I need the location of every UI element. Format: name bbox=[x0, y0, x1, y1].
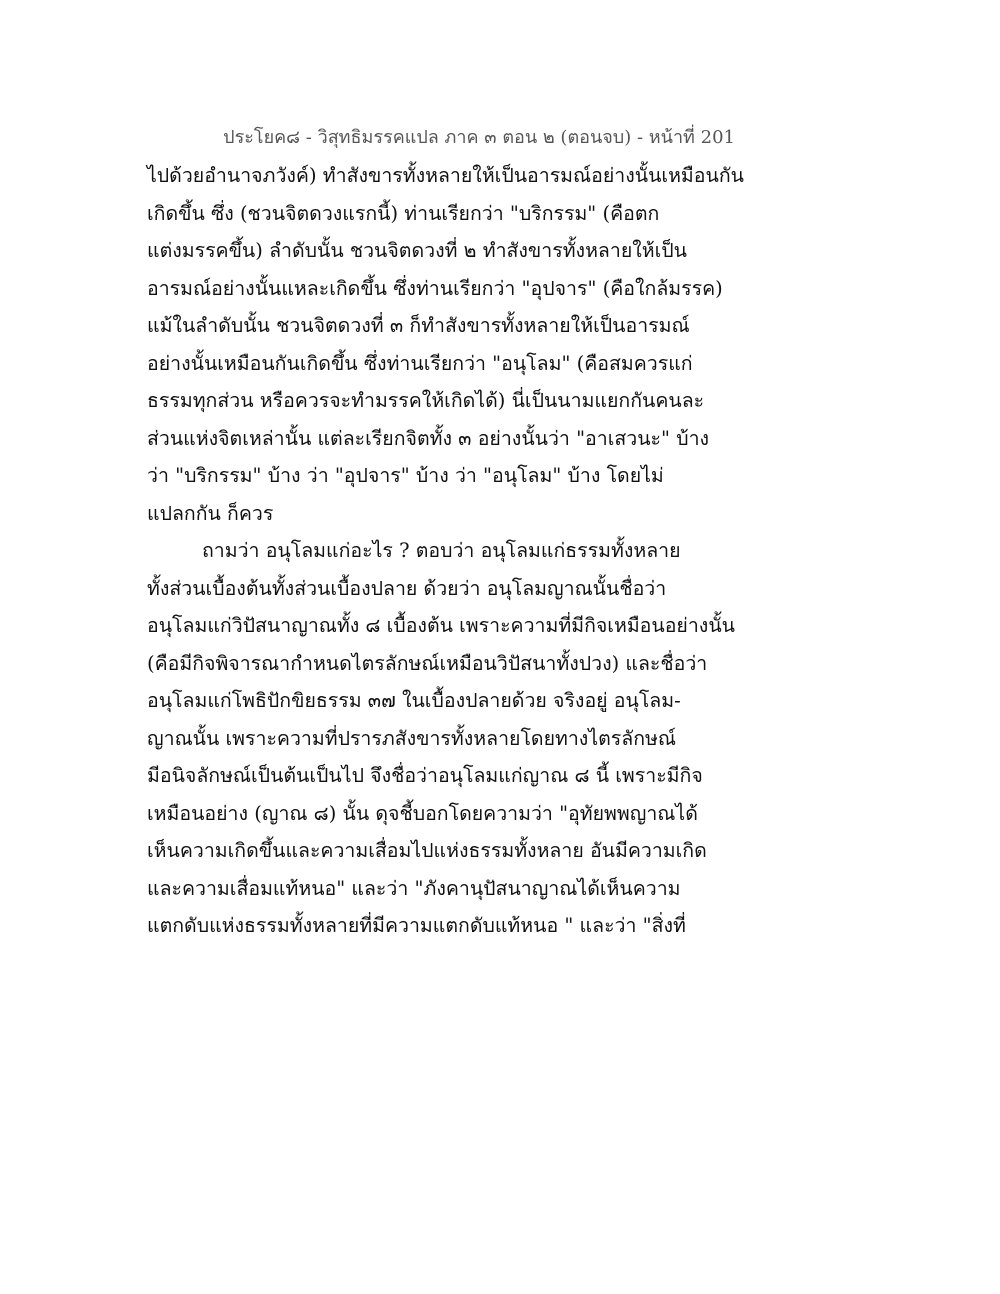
text-line: แต่งมรรคขึ้น) ลำดับนั้น ชวนจิตดวงที่ ๒ ทำสังขารทั้งหลายให้เป็น bbox=[147, 239, 687, 262]
text-line: อย่างนั้นเหมือนกันเกิดขึ้น ซึ่งท่านเรียกว่า "อนุโลม" (คือสมควรแก่ bbox=[147, 351, 693, 375]
body-text bbox=[147, 157, 744, 945]
text-line: แตกดับแห่งธรรมทั้งหลายที่มีความแตกดับแท้หนอ " และว่า "สิ่งที่ bbox=[147, 914, 686, 937]
text-line: เหมือนอย่าง (ญาณ ๘) นั้น ดุจชี้บอกโดยความว่า "อุทัยพพญาณได้ bbox=[147, 801, 698, 825]
text-line: อนุโลมแก่วิปัสนาญาณทั้ง ๘ เบื้องต้น เพราะความที่มีกิจเหมือนอย่างนั้น bbox=[147, 614, 735, 637]
text-line: แม้ในลำดับนั้น ชวนจิตดวงที่ ๓ ก็ทำสังขารทั้งหลายให้เป็นอารมณ์ bbox=[147, 314, 690, 337]
text-line: และความเสื่อมแท้หนอ" และว่า "ภังคานุปัสนาญาณได้เห็นความ bbox=[147, 876, 681, 900]
text-line: ไปด้วยอำนาจภวังค์) ทำสังขารทั้งหลายให้เป็นอารมณ์อย่างนั้นเหมือนกัน bbox=[147, 164, 744, 187]
text-line: แปลกกัน ก็ควร bbox=[147, 501, 274, 525]
text-line: ธรรมทุกส่วน หรือควรจะทำมรรคให้เกิดได้) นี่เป็นนามแยกกันคนละ bbox=[147, 389, 705, 412]
text-line: มีอนิจลักษณ์เป็นต้นเป็นไป จึงชื่อว่าอนุโลมแก่ญาณ ๘ นี้ เพราะมีกิจ bbox=[147, 764, 703, 787]
text-line: ส่วนแห่งจิตเหล่านั้น แต่ละเรียกจิตทั้ง ๓ อย่างนั้นว่า "อาเสวนะ" บ้าง bbox=[147, 426, 710, 450]
text-line: เห็นความเกิดขึ้นและความเสื่อมไปแห่งธรรมทั้งหลาย อันมีความเกิด bbox=[147, 839, 707, 862]
text-line: ทั้งส่วนเบื้องต้นทั้งส่วนเบื้องปลาย ด้วยว่า อนุโลมญาณนั้นชื่อว่า bbox=[147, 576, 667, 600]
running-header: ประโยค๘ - วิสุทธิมรรคแปล ภาค ๓ ตอน ๒ (ตอนจบ) - หน้าที่ 201 bbox=[223, 127, 735, 148]
text-line: ญาณนั้น เพราะความที่ปรารภสังขารทั้งหลายโดยทางไตรลักษณ์ bbox=[147, 726, 676, 750]
text-line: ว่า "บริกรรม" บ้าง ว่า "อุปจาร" บ้าง ว่า "อนุโลม" บ้าง โดยไม่ bbox=[147, 464, 664, 487]
text-line: (คือมีกิจพิจารณากำหนดไตรลักษณ์เหมือนวิปัสนาทั้งปวง) และชื่อว่า bbox=[147, 651, 708, 675]
text-line: อารมณ์อย่างนั้นแหละเกิดขึ้น ซึ่งท่านเรียกว่า "อุปจาร" (คือใกล้มรรค) bbox=[147, 276, 723, 300]
paragraph-first-line: ถามว่า อนุโลมแก่อะไร ? ตอบว่า อนุโลมแก่ธรรมทั้งหลาย bbox=[202, 539, 681, 562]
text-line: อนุโลมแก่โพธิปักขิยธรรม ๓๗ ในเบื้องปลายด้วย จริงอยู่ อนุโลม- bbox=[147, 689, 681, 712]
text-line: เกิดขึ้น ซึ่ง (ชวนจิตดวงแรกนี้) ท่านเรียกว่า "บริกรรม" (คือตก bbox=[147, 201, 660, 225]
